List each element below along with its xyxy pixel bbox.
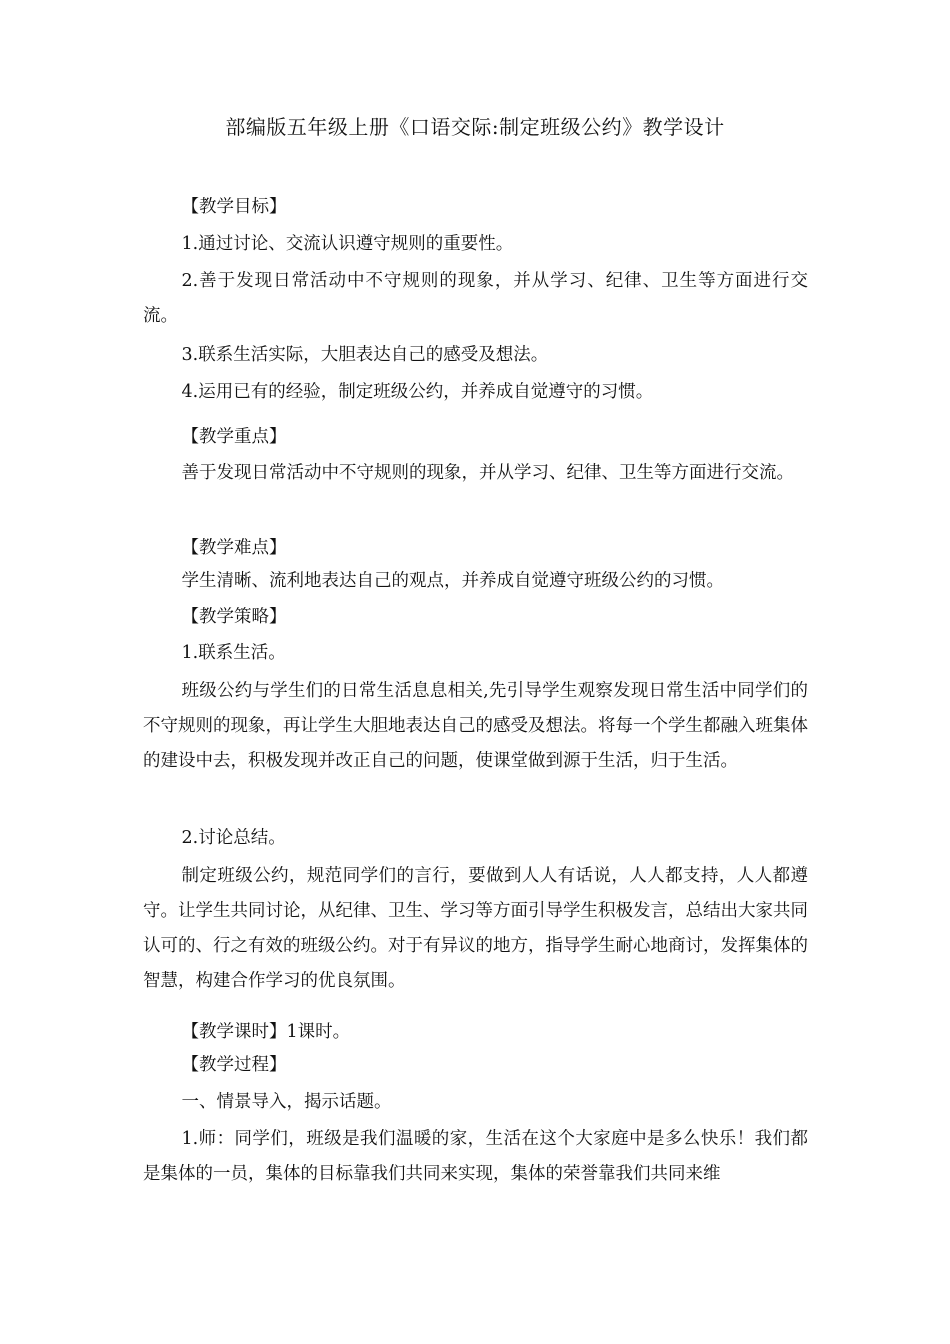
- process-step-1-title: 一、情景导入，揭示话题。: [181, 1092, 392, 1112]
- strategy-2-title: 2.讨论总结。: [181, 828, 286, 848]
- section-heading-key-points: 【教学重点】: [181, 427, 287, 447]
- objective-4: 4.运用已有的经验，制定班级公约，并养成自觉遵守的习惯。: [181, 382, 654, 402]
- objective-2: 2.善于发现日常活动中不守规则的现象，并从学习、纪律、卫生等方面进行交流。: [143, 271, 808, 326]
- section-heading-difficulties: 【教学难点】: [181, 538, 287, 558]
- strategy-1-text: 班级公约与学生们的日常生活息息相关,先引导学生观察发现日常生活中同学们的不守规则的现象，再让学生大胆地表达自己的感受及想法。将每一个学生都融入班集体的建设中去，积极发现并改正自己的问题，使课堂做到源于生活，归于生活。: [143, 681, 808, 771]
- section-heading-process: 【教学过程】: [181, 1055, 287, 1075]
- objective-1: 1.通过讨论、交流认识遵守规则的重要性。: [181, 234, 514, 254]
- section-heading-lesson-hours: 【教学课时】1课时。: [181, 1022, 351, 1042]
- section-heading-objectives: 【教学目标】: [181, 197, 287, 217]
- strategy-1-title: 1.联系生活。: [181, 643, 286, 663]
- process-step-1-text: 1.师：同学们，班级是我们温暖的家，生活在这个大家庭中是多么快乐！我们都是集体的一员，集体的目标靠我们共同来实现，集体的荣誉靠我们共同来维: [143, 1129, 808, 1184]
- document-title: 部编版五年级上册《口语交际:制定班级公约》教学设计: [225, 115, 725, 139]
- strategy-2-text: 制定班级公约，规范同学们的言行，要做到人人有话说，人人都支持，人人都遵守。让学生共同讨论，从纪律、卫生、学习等方面引导学生积极发言，总结出大家共同认可的、行之有效的班级公约。对于有异议的地方，指导学生耐心地商讨，发挥集体的智慧，构建合作学习的优良氛围。: [143, 866, 808, 991]
- objective-3: 3.联系生活实际，大胆表达自己的感受及想法。: [181, 345, 549, 365]
- key-points-text: 善于发现日常活动中不守规则的现象，并从学习、纪律、卫生等方面进行交流。: [181, 463, 794, 483]
- section-heading-strategies: 【教学策略】: [181, 607, 287, 627]
- difficulties-text: 学生清晰、流利地表达自己的观点，并养成自觉遵守班级公约的习惯。: [181, 571, 724, 591]
